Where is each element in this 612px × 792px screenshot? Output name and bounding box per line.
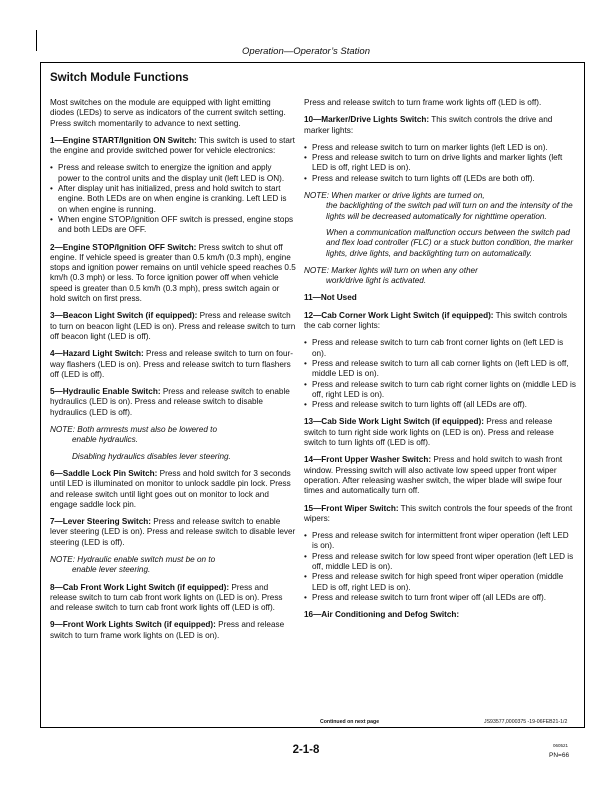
list-item: • Press and release switch for low speed front wiper operation (left LED is off, middle LED is on). bbox=[304, 552, 576, 573]
left-column bbox=[50, 98, 296, 648]
document-reference: JS93577,0000375 -19-06FEB21-1/2 bbox=[484, 719, 568, 725]
switch-14-text: 14—Front Upper Washer Switch: Press and hold switch to wash front window. Pressing switch will also activate low speed upper front wiper operation. After releasing washer switch, the wiper blade will swipe four times and automatically turn off. bbox=[304, 455, 563, 496]
list-item: • When engine STOP/ignition OFF switch is pressed, engine stops and both LEDs are OFF. bbox=[50, 215, 296, 236]
switch-2-heading: 2—Engine STOP/Ignition OFF Switch: bbox=[50, 242, 197, 252]
switch-15-list bbox=[304, 531, 576, 603]
list-item: • Press and release switch for high speed front wiper operation (middle LED is off, right LED is on). bbox=[304, 572, 576, 593]
section-title: Switch Module Functions bbox=[50, 72, 189, 84]
switch-1-heading: 1—Engine START/Ignition ON Switch: bbox=[50, 135, 197, 145]
switch-5-heading: 5—Hydraulic Enable Switch: bbox=[50, 387, 161, 397]
switch-9-heading: 9—Front Work Lights Switch (if equipped): bbox=[50, 620, 216, 630]
switch-3-text: 3—Beacon Light Switch (if equipped): Press and release switch to turn on beacon light (LED is on). Press and release switch to turn off beacon light (LED is off). bbox=[50, 311, 296, 341]
switch-12-list bbox=[304, 338, 576, 410]
note-lever-steering: NOTE: Hydraulic enable switch must be on to enable lever steering. bbox=[50, 554, 216, 575]
switch-11-heading: 11—Not Used bbox=[304, 293, 357, 303]
switch-4-text: 4—Hazard Light Switch: Press and release switch to turn on four-way flashers (LED is on). Press and release switch to turn flashers off (LED is off). bbox=[50, 349, 293, 379]
switch-5-text: 5—Hydraulic Enable Switch: Press and release switch to enable hydraulics (LED is on). Press and release switch to disable hydraulics (LED is off). bbox=[50, 387, 290, 417]
switch-16-heading: 16—Air Conditioning and Defog Switch: bbox=[304, 610, 460, 620]
list-item: • Press and release switch to energize the ignition and apply power to the control units and the display unit (left LED is ON). bbox=[50, 163, 296, 184]
switch-13-heading: 13—Cab Side Work Light Switch (if equipped): bbox=[304, 417, 484, 427]
revision-date: 060521 bbox=[553, 743, 569, 748]
switch-15-heading: 15—Front Wiper Switch: bbox=[304, 503, 399, 513]
switch-9-continued: Press and release switch to turn frame work lights off (LED is off). bbox=[304, 98, 542, 107]
list-item: • Press and release switch to turn on drive lights and marker lights (left LED is off, right LED is on). bbox=[304, 153, 576, 174]
switch-8-text: 8—Cab Front Work Light Switch (if equipped): Press and release switch to turn cab front work lights on (LED is on). Press and release switch to turn cab front work lights off (LED is off). bbox=[50, 582, 283, 613]
switch-4-heading: 4—Hazard Light Switch: bbox=[50, 349, 144, 359]
note-marker-lights: NOTE: When marker or drive lights are turned on, the backlighting of the switch pad will turn on and the intensity of the lights will be decreased automatically for nighttime operation. When a communication malfunction occurs between the switch pad and flex load controller (FLC) or a stuck button condition, the marker lights, drive lights, and backlighting turn on automatically. bbox=[304, 191, 574, 258]
switch-8-heading: 8—Cab Front Work Light Switch (if equipped): bbox=[50, 582, 230, 592]
switch-3-heading: 3—Beacon Light Switch (if equipped): bbox=[50, 311, 198, 321]
switch-12-text: 12—Cab Corner Work Light Switch (if equipped): This switch controls the cab corner lights: bbox=[304, 310, 568, 331]
note-work-lights: NOTE: Marker lights will turn on when any other work/drive light is activated. bbox=[304, 265, 478, 286]
list-item: • After display unit has initialized, press and hold switch to start engine. Both LEDs are on when engine is cranking. Left LED is on when engine is running. bbox=[50, 184, 296, 215]
switch-9-text: 9—Front Work Lights Switch (if equipped): Press and release switch to turn frame work lights on (LED is on). bbox=[50, 620, 285, 640]
list-item: • Press and release switch to turn cab right corner lights on (middle LED is off, right LED is on). bbox=[304, 380, 576, 401]
page-header: Operation—Operator’s Station bbox=[242, 46, 370, 57]
switch-7-text: 7—Lever Steering Switch: Press and release switch to enable lever steering (LED is on). Press and release switch to disable lever steering (LED is off). bbox=[50, 517, 296, 547]
list-item: • Press and release switch to turn front wiper off (all LEDs are off). bbox=[304, 593, 576, 603]
switch-6-heading: 6—Saddle Lock Pin Switch: bbox=[50, 468, 158, 478]
switch-7-heading: 7—Lever Steering Switch: bbox=[50, 517, 152, 527]
note-hydraulics: NOTE: Both armrests must also be lowered to enable hydraulics. Disabling hydraulics disables lever steering. bbox=[50, 425, 231, 461]
switch-14-heading: 14—Front Upper Washer Switch: bbox=[304, 455, 432, 465]
switch-1-text: 1—Engine START/Ignition ON Switch: This switch is used to start the engine and provide switched power for vehicle electronics: bbox=[50, 135, 295, 156]
switch-2-text: 2—Engine STOP/Ignition OFF Switch: Press switch to shut off engine. If vehicle speed is greater than 0.5 km/h (0.3 mph), engine stops and ignition power remains on until vehicle speed reaches 0.5 km/h (0.3 mph) or less. To force ignition power off when vehicle speed is greater than 0.5 km/h (0.3 mph), press switch again or hold switch on first press. bbox=[50, 242, 296, 304]
list-item: • Press and release switch to turn lights off (all LEDs are off). bbox=[304, 400, 576, 410]
switch-12-heading: 12—Cab Corner Work Light Switch (if equipped): bbox=[304, 310, 494, 320]
intro-paragraph: Most switches on the module are equipped with light emitting diodes (LEDs) to serve as indicators of the current switch setting. Press switch momentarily to advance to next setting. bbox=[50, 98, 286, 128]
pn-counter: PN=66 bbox=[549, 752, 570, 759]
switch-1-list bbox=[50, 163, 296, 235]
list-item: • Press and release switch to turn on marker lights (left LED is on). bbox=[304, 143, 576, 153]
switch-10-text: 10—Marker/Drive Lights Switch: This switch controls the drive and marker lights: bbox=[304, 115, 553, 135]
switch-10-heading: 10—Marker/Drive Lights Switch: bbox=[304, 115, 430, 125]
switch-6-text: 6—Saddle Lock Pin Switch: Press and hold switch for 3 seconds until LED is illuminated on monitor to unlock saddle pin lock. Press and release switch until light goes out on monitor to lock and engage saddle lock pin. bbox=[50, 468, 291, 509]
switch-10-list bbox=[304, 143, 576, 184]
switch-15-text: 15—Front Wiper Switch: This switch controls the four speeds of the front wipers: bbox=[304, 503, 573, 523]
list-item: • Press and release switch to turn all cab corner lights on (left LED is off, middle LED is on). bbox=[304, 359, 576, 380]
list-item: • Press and release switch to turn cab front corner lights on (left LED is on). bbox=[304, 338, 576, 359]
page-number: 2-1-8 bbox=[292, 744, 320, 756]
continued-notice: Continued on next page bbox=[320, 719, 380, 725]
list-item: • Press and release switch for intermittent front wiper operation (left LED is on). bbox=[304, 531, 576, 552]
list-item: • Press and release switch to turn lights off (LEDs are both off). bbox=[304, 174, 576, 184]
switch-13-text: 13—Cab Side Work Light Switch (if equipped): Press and release switch to turn right side work lights on (LED is on). Press and release switch to turn lights off (LED is off). bbox=[304, 417, 554, 448]
right-column bbox=[304, 98, 576, 627]
switch-16-text bbox=[304, 610, 576, 620]
switch-11-text bbox=[304, 293, 576, 303]
